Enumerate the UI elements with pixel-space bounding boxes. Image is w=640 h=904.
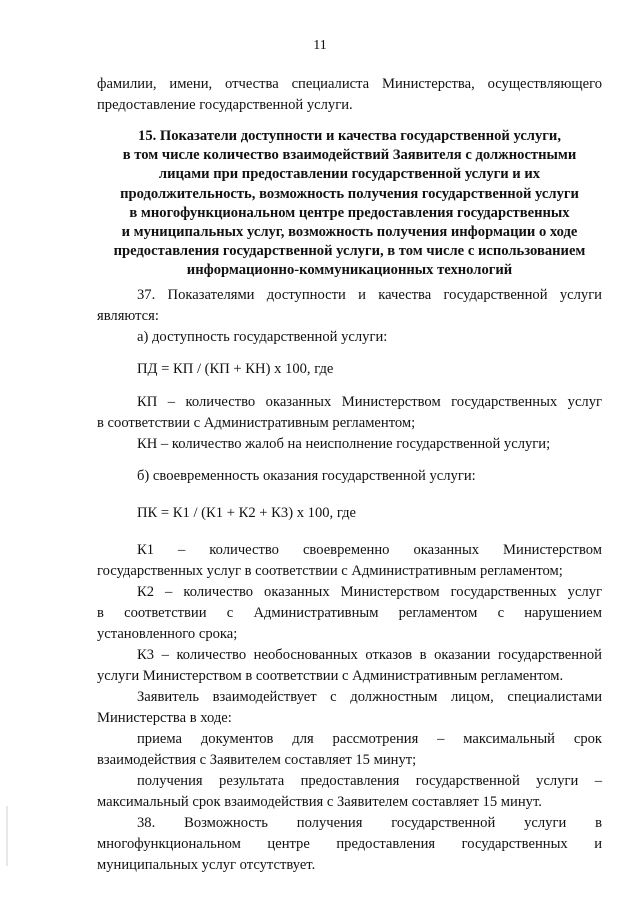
scan-artifact — [6, 806, 8, 866]
k1-line-2: государственных услуг в соответствии с Административным регламентом; — [97, 563, 563, 579]
section-heading — [97, 127, 602, 281]
p37-line-1: 37. Показателями доступности и качества государственной услуги — [137, 287, 602, 303]
result-line-1: получения результата предоставления государственной услуги – — [137, 773, 602, 789]
definition-kp — [97, 392, 602, 455]
k1-line-1: К1 – количество своевременно оказанных Министерством — [137, 542, 602, 558]
k2-line-2: в соответствии с Административным регламентом с нарушением — [97, 605, 602, 621]
heading-line: лицами при предоставлении государственной услуги и их — [158, 166, 541, 183]
heading-line: продолжительность, возможность получения государственной услуги — [120, 185, 579, 202]
k3-line-1: К3 – количество необоснованных отказов в оказании государственной — [137, 647, 602, 663]
formula-pd — [97, 359, 602, 380]
k3-line-2: услуги Министерством в соответствии с Административным регламентом. — [97, 668, 564, 684]
reception-line-2: взаимодействия с Заявителем составляет 15 минут; — [97, 752, 417, 768]
heading-line: 15. Показатели доступности и качества государственной услуги, — [138, 128, 561, 144]
kn-line: КН – количество жалоб на неисполнение государственной услуги; — [137, 436, 551, 452]
heading-line: и муниципальных услуг, возможность получения информации о ходе — [121, 224, 578, 241]
p37-item-a: а) доступность государственной услуги: — [137, 329, 388, 345]
intro-line-2: предоставление государственной услуги. — [97, 97, 353, 113]
formula-pk — [97, 503, 602, 524]
definitions-k — [97, 540, 602, 876]
heading-line: в многофункциональном центре предоставления государственных — [129, 204, 570, 221]
formula-pk-line: ПК = К1 / (К1 + К2 + К3) х 100, где — [137, 505, 356, 521]
reception-line-1: приема документов для рассмотрения – максимальный срок — [137, 731, 602, 747]
intro-line-1: фамилии, имени, отчества специалиста Министерства, осуществляющего — [97, 76, 602, 92]
formula-pd-line: ПД = КП / (КП + КН) х 100, где — [137, 361, 334, 377]
p37-line-2: являются: — [97, 308, 159, 324]
kp-line-2: в соответствии с Административным регламентом; — [97, 415, 416, 431]
heading-line: в том числе количество взаимодействий Заявителя с должностными — [122, 147, 577, 164]
interaction-line-2: Министерства в ходе: — [97, 710, 232, 726]
p38-line-2: многофункциональном центре предоставления государственных и — [97, 836, 602, 852]
interaction-line-1: Заявитель взаимодействует с должностным лицом, специалистами — [137, 689, 602, 705]
kp-line-1: КП – количество оказанных Министерством государственных услуг — [137, 394, 602, 410]
result-line-2: максимальный срок взаимодействия с Заявителем составляет 15 минут. — [97, 794, 542, 810]
paragraph-37 — [97, 285, 602, 348]
k2-line-3: установленного срока; — [97, 626, 238, 642]
p38-line-3: муниципальных услуг отсутствует. — [97, 857, 316, 873]
heading-line: информационно-коммуникационных технологий — [186, 262, 513, 279]
p38-line-1: 38. Возможность получения государственной услуги в — [137, 815, 602, 831]
item-b — [97, 466, 602, 487]
intro-paragraph — [97, 74, 602, 116]
k2-line-1: К2 – количество оказанных Министерством государственных услуг — [137, 584, 602, 600]
item-b-line: б) своевременность оказания государственной услуги: — [137, 468, 476, 484]
heading-line: предоставления государственной услуги, в том числе с использованием — [113, 243, 586, 260]
page-number: 11 — [313, 38, 327, 53]
